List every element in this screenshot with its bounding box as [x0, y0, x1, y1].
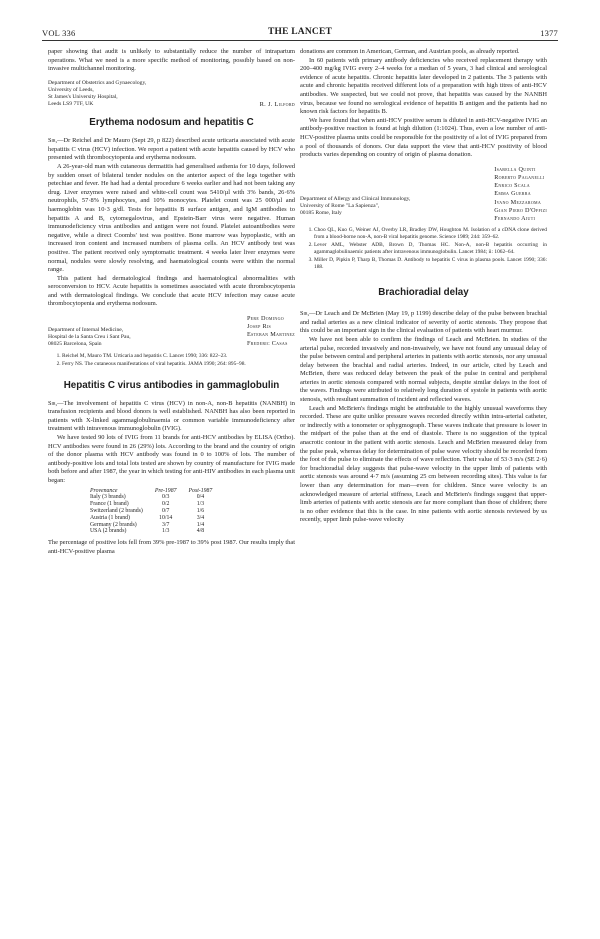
continued-paragraph: donations are common in American, German, and Austrian pools, as already reported.	[300, 48, 520, 55]
article-paragraph: Sir,—The involvement of hepatitis C virus (HCV) in non-A, non-B hepatitis (NANBH) in transfusion recipients and blood donors is well established. NANBH has also been reported in patients with X-linked agammaglobulinaemia or common variable immunodeficiency after treatment with intravenous immunoglobulin (IVIG).	[48, 399, 295, 433]
table-row: Austria (1 brand) 10/14 3/4	[90, 514, 205, 521]
volume-number: VOL 336	[42, 28, 76, 38]
article-paragraph: We have not been able to confirm the findings of Leach and McBrien. In studies of the arterial pulse, recorded invasively and non-invasively, we have not found any unusual delay of the pulse between central and peripheral arteries in patients with aortic stenosis, nor any unusual delay between the brachial and radial arteries. Indeed, in our article, cited by Leach and McBrien, there was reduced delay between the peak of the pulse in central and peripheral arteries in aortic stenosis compared with normal subjects, despite similar delays in the foot of the waves. Findings were attributed to relatively long duration of systole in patients with aortic stenosis, with resultant summation of incident and reflected waves.	[300, 335, 547, 404]
reference-item: 1. Reichel M, Mauro TM. Urticaria and hepatitis C. Lancet 1990; 336: 822–23.	[62, 353, 295, 360]
article-title-brachioradial: Brachioradial delay	[378, 287, 469, 299]
author-address: Department of Allergy and Clinical Immunology, University of Rome "La Sapienza", 00185 Rome, Italy	[300, 195, 411, 217]
table-row: Italy (3 brands) 0/3 0/4	[90, 494, 205, 501]
references	[300, 227, 547, 271]
reference-item: 2. Lever AML, Webster ADB, Brown D, Thomas HC. Non-A, non-B hepatitis occurring in agammaglobulinaemic patients after intravenous immunoglobulin. Lancet 1984; ii: 1062–64.	[314, 242, 547, 256]
article-paragraph: Sir,—Dr Reichel and Dr Mauro (Sept 29, p 822) described acute urticaria associated with acute hepatitis C virus (HCV) infection. We report a patient with acute hepatitis caused by HCV who presented with thrombocytopenia and erythema nodosum.	[48, 137, 295, 162]
author-names: Pere Domingo Josep Ris Esteban Martinez Frederic Casas	[246, 315, 295, 347]
article-paragraph: We have found that when anti-HCV positive serum is diluted in anti-HCV-negative IVIG an antibody-positive reaction is found at high dilution (1:1024). Thus, even a low number of anti-HCV-positive plasma units could be responsible for the positivity of a lot of IVIG prepared from a pool of thousands of donors. Our data support the view that anti-HCV positivity of blood products varies depending on country of origin of plasma donation.	[300, 116, 547, 159]
article-paragraph: Sir,—Dr Leach and Dr McBrien (May 19, p 1199) describe delay of the pulse between brachial and radial arteries as a new clinical indicator of severity of aortic stenosis. They propose that this could be an important sign in the clinical evaluation of patients with heart murmur.	[300, 310, 547, 335]
article-paragraph: A 26-year-old man with cutaneous dermatitis had generalised asthenia for 10 days, followed by sudden onset of bilateral tender nodules on the anterior aspect of the legs together with petechiae and fever. He had had a dental procedure 6 weeks earlier and had not been taking any drug. Liver enzymes were raised and white-cell count was 5410/µl with 3% bands, 26·6% neutrophils, 57·8% lymphocytes, and 10% monocytes. Platelet count was 25 000/µl and haemoglobin was 10·3 g/dl. Tests for hepatitis B surface antigen, and IgM antibodies to hepatitis A and B, cytomegalovirus, and Epstein-Barr virus were negative. Human immunodeficiency virus antibodies and antigen were not found. Platelet autoantibodies were negative, while a direct Coombs' test was positive. Bone marrow was hypoplastic, with an increased iron content and increased numbers of plasma cells. An HCV antibody test was positive. The patient received only symptomatic treatment. 4 weeks later liver enzymes were normal, nodules were slowly resolving, and haematological counts were within the normal range.	[48, 162, 295, 274]
article-paragraph: Leach and McBrien's findings might be attributable to the highly unusual waveforms they recorded. These are quite unlike pressure waves recorded directly within intra-arterial catheter, or indirectly with a tonometer or sphygmograph. These waves indicate that pressure is lower in the midpart of the pulse than at the end of diastole. There is no suggestion of the typical anacrotic contour in the patient with aortic stenosis. Leach and McBrien measured delay from the pulse peak, whereas delay for determination of pulse wave velocity should be recorded from the foot of the pulse to eliminate the effects of wave reflection. Their value of 53·3 m/s (SE 2·6) for brachioradial delay suggests that pulse-wave velocity in the upper limb of patients with aortic stenosis was around 4·7 m/s (assuming 25 cm between recording sites). This value is far lower than any determination for man—even for children. Since wave velocity is an acknowledged measure of arterial stiffness, Leach and McBrien's findings suggest that upper-limb arteries of patients with aortic stenosis are far more compliant than those of children; there is no other evidence that this is the case. In nine patients with aortic stenosis reviewed by us recently, upper limb pulse-wave velocity	[300, 404, 547, 524]
author-names: Isabella Quinti Roberto Paganelli Enrico Scala Emma Guerra Ivano Mezzaroma Gian Piero D'Offizi Fernando Aiuti	[494, 165, 547, 222]
table-row: France (1 brand) 0/2 1/3	[90, 501, 205, 508]
page-number: 1377	[540, 28, 558, 38]
signature-block	[300, 166, 547, 223]
table-header: Provenance	[90, 487, 118, 494]
article-paragraph: In 60 patients with primary antibody deficiencies who received replacement therapy with 200–400 mg/kg IVIG every 2–4 weeks for a median of 5 years, 3 had clinical and serological evidence of acute hepatitis. Chronic hepatitis later developed in 2 patients. The 3 patients with acute and chronic hepatitis received different lots of a preparation with high titres of anti-HCV antibodies. We suspected, but we could not prove, that hepatitis was caused by the NANBH virus, because we found no serological evidence of hepatitis B antigen and the patients had no known risk factors for hepatitis B.	[300, 56, 547, 116]
article-title-erythema: Erythema nodosum and hepatitis C	[89, 117, 254, 129]
reference-item: 1. Choo QL, Kuo G, Weiner AJ, Overby LR, Bradley DW, Houghton M. Isolation of a cDNA clone derived from a blood-borne non-A, non-B viral hepatitis genome. Science 1989; 244: 359–62.	[314, 227, 547, 241]
previous-letter-signature: R. J. Lilford	[259, 100, 295, 108]
left-column	[48, 48, 295, 556]
references	[48, 353, 295, 368]
signature-block	[48, 315, 295, 349]
header-rule	[42, 40, 558, 41]
reference-item: 2. Ferry NS. The cutaneous manifestations of viral hepatitis. JAMA 1990; 264: 895–98.	[62, 361, 295, 368]
table-row: Germany (2 brands) 3/7 1/4	[90, 521, 205, 528]
previous-letter-address: Department of Obstetrics and Gynaecology, University of Leeds, St James's University Hospital, Leeds LS9 7TF, UK	[48, 79, 147, 108]
table-header: Pre-1987	[154, 487, 177, 494]
right-column	[300, 48, 547, 525]
author-address: Department of Internal Medicine, Hospital de la Santa Creu i Sant Pau, 08025 Barcelona, Spain	[48, 327, 131, 348]
table-row: Switzerland (2 brands) 0/7 1/6	[90, 508, 205, 514]
journal-name: THE LANCET	[267, 27, 333, 37]
running-header	[42, 24, 558, 38]
provenance-table	[84, 488, 218, 536]
reference-item: 3. Miller D, Pipkin P, Tharp B, Thomas D. Antibody to hepatitis C virus in plasma pools. Lancet 1990; 336: 188.	[314, 257, 547, 271]
article-title-gammaglobulin: Hepatitis C virus antibodies in gammaglobulin	[63, 379, 280, 391]
article-paragraph: This patient had dermatological findings and haematological abnormalities with seroconversion to HCV. Acute hepatitis is sometimes associated with acute thrombocytopenia and with dermatological findings. We conclude that acute HCV infection may cause acute thrombocytopenia and erythema nodosum.	[48, 274, 295, 308]
article-paragraph: We have tested 90 lots of IVIG from 11 brands for anti-HCV antibodies by ELISA (Ortho). HCV antibodies were found in 26 (29%) lots. According to the brand and the country of origin of the donor plasma with HCV antibody was found in 0 to 100% of lots. The number of antibody-positive lots and total lots tested are shown by country of manufacture for IVIG made both before and after 1987, the year in which testing for anti-HIV antibodies in each plasma unit began:	[48, 434, 295, 485]
table-header: Post-1987	[188, 487, 213, 494]
continued-paragraph: paper showing that audit is unlikely to substantially reduce the number of intrapartum operations. What we need is a more specific method of monitoring, possibly based on non-invasive multichannel monitoring.	[48, 48, 295, 73]
table-row: USA (2 brands) 1/3 4/8	[90, 528, 205, 535]
article-paragraph: The percentage of positive lots fell from 39% pre-1987 to 39% post 1987. Our results imply that anti-HCV-positive plasma	[48, 539, 295, 555]
